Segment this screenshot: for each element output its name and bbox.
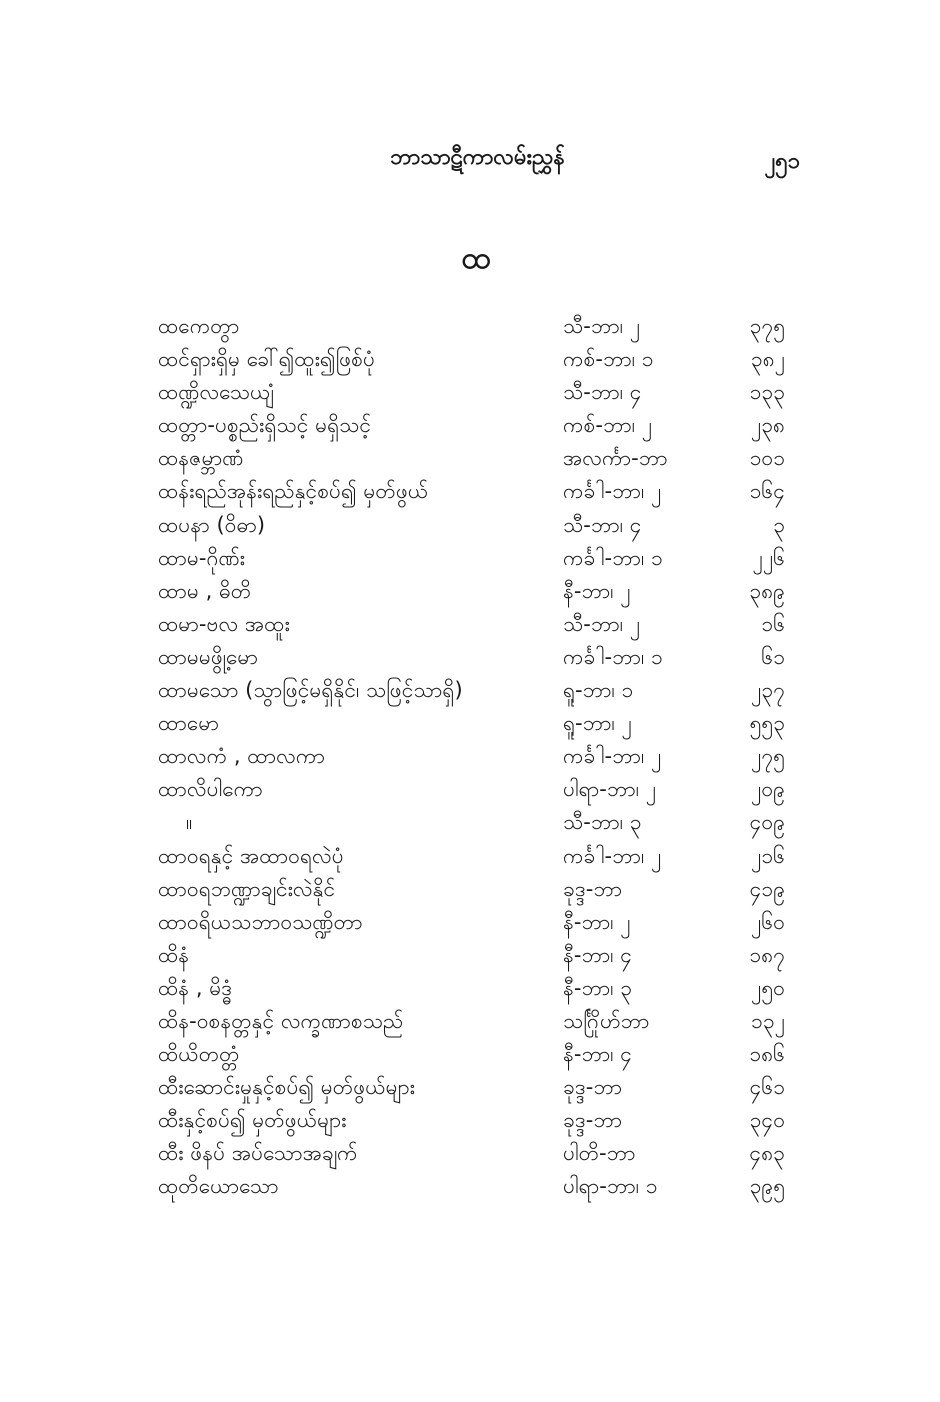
index-entry-row — [0, 608, 940, 641]
entry-source: ကင်္ခါ-ဘာ၊ ၂ — [563, 843, 662, 868]
index-entry-row — [0, 641, 940, 674]
index-entry-row — [0, 840, 940, 873]
entry-source: ပါရာ-ဘာ၊ ၁ — [563, 1174, 658, 1199]
entry-source: နီ-ဘာ၊ ၂ — [563, 578, 631, 603]
index-entry-row — [0, 939, 940, 972]
entry-source: ကင်္ခါ-ဘာ၊ ၂ — [563, 744, 662, 769]
entry-source: သီ-ဘာ၊ ၃ — [563, 810, 642, 835]
entry-term: ထာဝရိယသဘာဝသဏ္ဍိတာ — [158, 909, 363, 934]
entry-source: သီ-ဘာ၊ ၂ — [563, 314, 641, 338]
entry-term: ထာလကံ , ထာလကာ — [158, 744, 326, 769]
entry-source: နီ-ဘာ၊ ၄ — [563, 1042, 633, 1067]
entry-page-number: ၂၇၅ — [751, 744, 785, 769]
entry-page-number: ၁၆၄ — [749, 479, 785, 504]
index-entry-row — [0, 310, 940, 343]
entry-term: ထာမမဖွို့မော — [158, 644, 258, 669]
entry-term: ထကေတွာ — [158, 314, 240, 338]
entry-source: နီ-ဘာ၊ ၂ — [563, 909, 631, 934]
entry-page-number: ၃၈၉ — [749, 578, 785, 603]
entry-page-number: ၁၈၆ — [749, 1042, 785, 1067]
entry-source: ကင်္ခါ-ဘာ၊ ၁ — [563, 644, 663, 669]
index-entry-row — [0, 343, 940, 376]
entry-page-number: ၆၁ — [761, 644, 785, 669]
entry-page-number: ၂၀၉ — [751, 777, 785, 802]
entry-source: အလင်္ကာ-ဘာ — [563, 446, 668, 471]
entry-page-number: ၂၅၀ — [751, 975, 785, 1000]
entry-term: ထိနံ , မိဒ္ဓံ — [158, 975, 233, 1000]
entry-term: ထင်ရှားရှိမှ ခေါ်၍ထူး၍ဖြစ်ပုံ — [158, 347, 375, 372]
entry-term: ထိယိတတ္တံ — [158, 1042, 240, 1067]
entry-page-number: ၁၈၇ — [749, 942, 785, 967]
entry-source: ကစ်-ဘာ၊ ၂ — [563, 413, 653, 438]
entry-term: ထီး ဖိနပ် အပ်သောအချက် — [158, 1141, 358, 1166]
entry-source: ကင်္ခါ-ဘာ၊ ၂ — [563, 479, 662, 504]
index-entry-row — [0, 475, 940, 508]
index-entry-row — [0, 873, 940, 906]
entry-term: ထပနာ (ဝိဓာ) — [158, 512, 266, 537]
entry-source: သင်္ဂြိုဟ်ဘာ — [563, 1008, 650, 1033]
entry-term: ထာလိပါကော — [158, 777, 263, 802]
index-entry-row — [0, 707, 940, 740]
entry-term: ထာဝရနှင့် အထာဝရလဲပုံ — [158, 843, 344, 868]
entry-page-number: ၃ — [773, 512, 785, 537]
index-entry-row — [0, 1104, 940, 1137]
entry-term: ထန်းရည်အုန်းရည်နှင့်စပ်၍ မှတ်ဖွယ် — [158, 479, 429, 504]
index-entry-row — [0, 773, 940, 806]
entry-source: သီ-ဘာ၊ ၄ — [563, 380, 642, 405]
entry-source: သီ-ဘာ၊ ၄ — [563, 512, 642, 537]
entry-term: ထာမ , ဓိတိ — [158, 578, 252, 603]
index-entry-row — [0, 542, 940, 575]
index-entry-row — [0, 740, 940, 773]
entry-term: ထတ္တာ-ပစ္စည်းရှိသင့် မရှိသင့် — [158, 413, 372, 438]
section-letter-heading: ထ — [461, 241, 491, 276]
entry-term: ထီးဆောင်းမှုနှင့်စပ်၍ မှတ်ဖွယ်များ — [158, 1075, 415, 1100]
running-title: ဘာသာဋီကာလမ်းညွှန် — [390, 145, 565, 170]
index-entry-row — [0, 674, 940, 707]
entry-page-number: ၂၂၆ — [752, 545, 785, 570]
entry-term: ထာမသော (သွာဖြင့်မရှိနိုင်၊ သဖြင့်သာရှိ) — [158, 678, 463, 703]
entry-source: နီ-ဘာ၊ ၄ — [563, 942, 633, 967]
entry-page-number: ၂၆၀ — [751, 909, 785, 934]
index-entry-row — [0, 376, 940, 409]
entry-term: ။ — [186, 810, 193, 835]
entry-page-number: ၅၅၃ — [749, 711, 785, 736]
index-entry-row — [0, 972, 940, 1005]
entry-page-number: ၃၈၂ — [750, 347, 785, 372]
entry-source: ရူ-ဘာ၊ ၂ — [563, 711, 632, 736]
entry-source: ကစ်-ဘာ၊ ၁ — [563, 347, 654, 372]
entry-term: ထာမ-ဂိုဏ်း — [158, 545, 246, 570]
entry-source: ရူ-ဘာ၊ ၁ — [563, 678, 634, 703]
entry-page-number: ၁၃၂ — [751, 1008, 785, 1033]
index-entry-row — [0, 1170, 940, 1203]
entry-page-number: ၂၃၈ — [750, 413, 785, 438]
entry-page-number: ၃၉၅ — [749, 1174, 785, 1199]
entry-source: ပါရာ-ဘာ၊ ၂ — [563, 777, 657, 802]
entry-source: ခုဒ္ဒ-ဘာ — [563, 876, 623, 901]
entry-page-number: ၄၈၃ — [749, 1141, 785, 1166]
index-entry-row — [0, 442, 940, 475]
entry-page-number: ၁၃၃ — [749, 380, 785, 405]
entry-page-number: ၂၁၆ — [751, 843, 785, 868]
index-entry-row — [0, 1071, 940, 1104]
entry-term: ထိန-ဝစနတ္တနှင့် လက္ခဏာစသည် — [158, 1008, 404, 1033]
entry-source: နီ-ဘာ၊ ၃ — [563, 975, 633, 1000]
entry-source: သီ-ဘာ၊ ၂ — [563, 611, 641, 636]
entry-term: ထိနံ — [158, 942, 190, 967]
entry-term: ထာဝရဘဏ္ဍာချင်းလဲနိုင် — [158, 876, 336, 901]
page-number: ၂၅၁ — [764, 149, 800, 174]
index-entry-row — [0, 1038, 940, 1071]
index-entry-row — [0, 1005, 940, 1038]
entry-term: ထီးနှင့်စပ်၍ မှတ်ဖွယ်များ — [158, 1108, 347, 1133]
entry-term: ထမာ-ဗလ အထူး — [158, 611, 290, 636]
index-list — [0, 310, 940, 1204]
index-entry-row — [0, 806, 940, 839]
entry-term: ထနဇမ္ဘာဏံ — [158, 446, 244, 471]
entry-source: ကင်္ခါ-ဘာ၊ ၁ — [563, 545, 663, 570]
index-entry-row — [0, 575, 940, 608]
entry-term: ထဏ္ဍိလသေယျံ — [158, 380, 274, 405]
entry-page-number: ၃၇၅ — [749, 314, 785, 338]
entry-page-number: ၄၀၉ — [749, 810, 785, 835]
entry-source: ပါတိ-ဘာ — [563, 1141, 636, 1166]
entry-term: ထုတိယောသော — [158, 1174, 279, 1199]
entry-page-number: ၁၀၁ — [749, 446, 785, 471]
entry-page-number: ၁၆ — [761, 611, 785, 636]
entry-page-number: ၄၆၁ — [749, 1075, 785, 1100]
entry-source: ခုဒ္ဒ-ဘာ — [563, 1108, 623, 1133]
entry-source: ခုဒ္ဒ-ဘာ — [563, 1075, 623, 1100]
entry-page-number: ၂၃၇ — [751, 678, 785, 703]
index-entry-row — [0, 409, 940, 442]
entry-page-number: ၄၁၉ — [749, 876, 785, 901]
index-entry-row — [0, 1137, 940, 1170]
index-entry-row — [0, 906, 940, 939]
entry-term: ထာမော — [158, 711, 219, 736]
index-entry-row — [0, 509, 940, 542]
entry-page-number: ၃၄၀ — [749, 1108, 785, 1133]
